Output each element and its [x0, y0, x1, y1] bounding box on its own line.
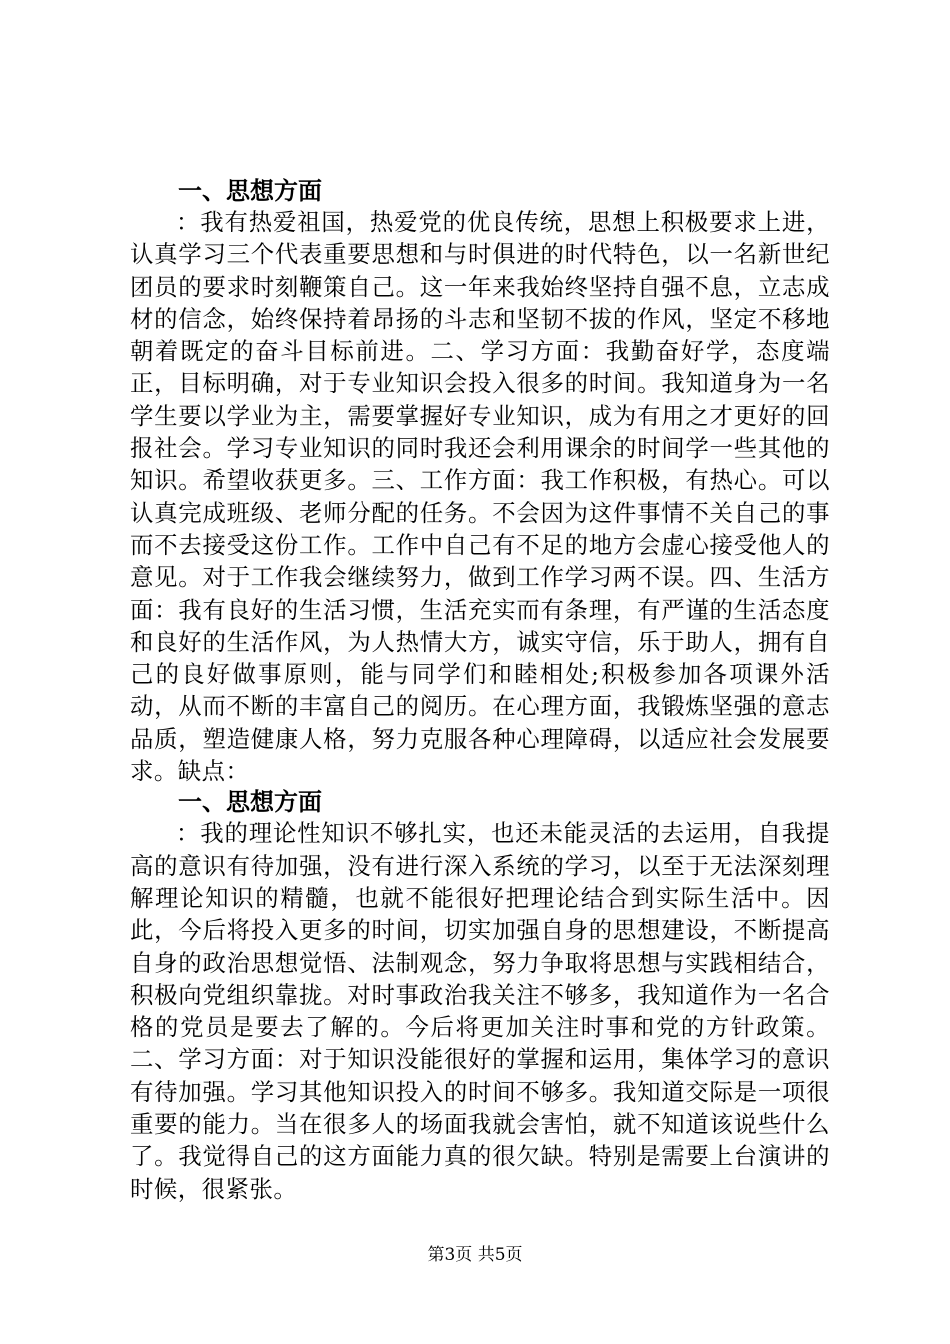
section-heading-2: 一、思想方面 — [178, 788, 322, 817]
section-paragraph-1: ：我有热爱祖国，热爱党的优良传统，思想上积极要求上进，认真学习三个代表重要思想和与时俱进的时代特色，以一名新世纪团员的要求时刻鞭策自己。这一年来我始终坚持自强不息，立志成材的信念，始终保持着昂扬的斗志和坚韧不拔的作风，坚定不移地朝着既定的奋斗目标前进。二、学习方面：我勤奋好学，态度端正，目标明确，对于专业知识会投入很多的时间。我知道身为一名学生要以学业为主，需要掌握好专业知识，成为有用之才更好的回报社会。学习专业知识的同时我还会利用课余的时间学一些其他的知识。希望收获更多。三、工作方面：我工作积极，有热心。可以认真完成班级、老师分配的任务。不会因为这件事情不关自己的事而不去接受这份工作。工作中自己有不足的地方会虚心接受他人的意见。对于工作我会继续努力，做到工作学习两不误。四、生活方面：我有良好的生活习惯，生活充实而有条理，有严谨的生活态度和良好的生活作风，为人热情大方，诚实守信，乐于助人，拥有自己的良好做事原则，能与同学们和睦相处;积极参加各项课外活动，从而不断的丰富自己的阅历。在心理方面，我锻炼坚强的意志品质，塑造健康人格，努力克服各种心理障碍，以适应社会发展要求。缺点： — [130, 208, 830, 786]
section-paragraph-2: ：我的理论性知识不够扎实，也还未能灵活的去运用，自我提高的意识有待加强，没有进行深入系统的学习，以至于无法深刻理解理论知识的精髓，也就不能很好把理论结合到实际生活中。因此，今后将投入更多的时间，切实加强自身的思想建设，不断提高自身的政治思想觉悟、法制观念，努力争取将思想与实践相结合，积极向党组织靠拢。对时事政治我关注不够多，我知道作为一名合格的党员是要去了解的。今后将更加关注时事和党的方针政策。二、学习方面：对于知识没能很好的掌握和运用，集体学习的意识有待加强。学习其他知识投入的时间不够多。我知道交际是一项很重要的能力。当在很多人的场面我就会害怕，就不知道该说些什么了。我觉得自己的这方面能力真的很欠缺。特别是需要上台演讲的时候，很紧张。 — [130, 819, 830, 1203]
page-number-footer: 第3页 共5页 — [427, 1245, 523, 1265]
document-body — [130, 176, 830, 1205]
section-heading-1: 一、思想方面 — [178, 177, 322, 205]
